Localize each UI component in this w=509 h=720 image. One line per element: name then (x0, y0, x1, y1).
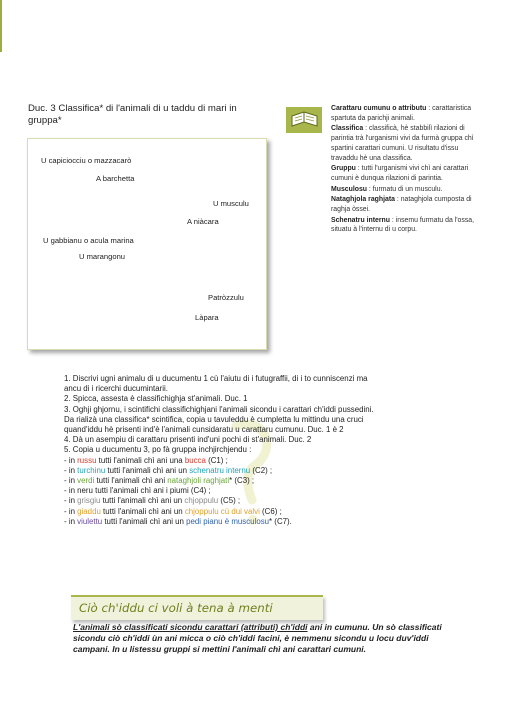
glossary-term: Schenatru internu (331, 216, 390, 224)
animal-label: Patròzzulu (208, 293, 244, 302)
animal-label: Làpara (195, 313, 219, 322)
doc3-classification-box (27, 138, 267, 350)
glossary-definition: nataghjola cumposta di raghja òssei. (331, 196, 472, 214)
glossary-entry: Gruppu : tutti l'urganismi vivi chì ani carattari cumuni è dunqua rilazioni di parintia. (331, 165, 469, 182)
summary-text: ani in cumunu. Un sò classificati sicondu ciò ch'iddi ùn ani micca o ciò ch'iddi facini, è nemmenu sicondu u locu duv'iddi campani. In u listessu gruppi si mettini l'animali chì ani carattari cumuni. (73, 622, 442, 655)
question-line: 3. Oghji ghjornu, i scintifichi classifichighjani l'animali sicondu i carattari ch'iddi pussedini. (64, 404, 374, 414)
color-instruction: - in giaddu tutti l'animali chì ani un chjoppulu cù dui valvi (C6) ; (64, 506, 282, 516)
remember-banner (71, 595, 323, 620)
glossary-definition: classificà, hè stabbilì rilazioni di parintia trà l'urganismi vivi da furmà gruppa chì spartini carattari cumuni. U risultatu d'issu travaddu hè una classifica. (331, 125, 474, 162)
animal-label: A barchetta (96, 174, 135, 183)
question-line: 4. Dà un asempiu di carattaru prisenti ind'uni pochi di st'animali. Duc. 2 (64, 435, 312, 445)
question-line: ancu di i ricerchi ducumintarii. (64, 384, 168, 394)
animal-label: U capiciocciu o mazzacarò (41, 156, 132, 165)
animal-label: U musculu (213, 199, 249, 208)
glossary-term: Nataghjola raghjata (331, 196, 395, 204)
glossary-entry: Nataghjola raghjata : nataghjola cumposta di raghja òssei. (331, 196, 472, 214)
doc3-title: Duc. 3 Classifica* di l'animali di u taddu di mari in gruppa* (28, 103, 237, 126)
glossary-entry: Classifica : classificà, hè stabbilì rilazioni di parintia trà l'urganismi vivi da furmà gruppa chì spartini carattari cumuni. U risultatu d'issu travaddu hè una classifica. (331, 125, 474, 162)
color-instruction: - in verdi tutti l'animali chì ani nataghjoli raghjati* (C3) ; (64, 476, 255, 486)
animal-label: U marangonu (79, 252, 126, 261)
glossary-term: Musculosu (331, 185, 367, 193)
page-edge-bar (0, 0, 2, 52)
color-instruction: - in neru tutti l'animali chì ani i piumi (C4) ; (64, 486, 211, 496)
color-instruction: - in viulettu tutti l'animali chì ani un pedi pianu è musculosu* (C7). (64, 516, 292, 526)
color-instruction: - in grisgiu tutti l'animali chì ani un chjoppulu (C5) ; (64, 496, 241, 506)
question-line: 1. Discrivi ugni animalu di u ducumentu 1 cù l'aiutu di i futugraffii, di i to cunniscenzi ma (64, 374, 368, 383)
glossary-definition: furmatu di un musculu. (372, 185, 443, 193)
summary-underlined: L'animali sò classificati sicondu carattari (attributi) ch'iddi (73, 622, 308, 632)
color-instruction: - in turchinu tutti l'animali chì ani un schenatru internu (C2) ; (64, 465, 273, 475)
glossary-entry: Carattaru cumunu o attributu : carattaristica spartuta da parichji animali. (331, 105, 472, 122)
question-line: 2. Spicca, assesta è classifichighja st'animali. Duc. 1 (64, 394, 248, 404)
book-icon (286, 107, 322, 133)
glossary (331, 104, 479, 236)
question-line: Da rializà una classifica* scintifica, copia u tavuleddu è cumpletta lu mittindu una cruci (64, 414, 364, 424)
question-line: 5. Copia u ducumentu 3, po fà gruppa inchjirchjendu : (64, 445, 252, 455)
glossary-definition: tutti l'urganismi vivi chì ani carattari cumuni è dunqua rilazioni di parintia. (331, 165, 469, 182)
summary-paragraph (73, 622, 445, 656)
glossary-definition: insemu furmatu da l'ossa, situatu à l'internu di u corpu. (331, 216, 475, 234)
glossary-definition: carattaristica spartuta da parichji animali. (331, 105, 472, 122)
question-line: quand'iddu hè prisenti ind'è l'animali cunsidaratu u carattaru cumunu. Duc. 1 è 2 (64, 425, 344, 435)
animal-label: U gabbianu o acula marina (43, 236, 134, 245)
glossary-entry: Musculosu : furmatu di un musculu. (331, 185, 443, 193)
questions (64, 374, 420, 527)
animal-label: A niàcara (187, 217, 219, 226)
glossary-term: Carattaru cumunu o attributu (331, 105, 427, 112)
glossary-term: Gruppu (331, 165, 356, 173)
glossary-term: Classifica (331, 125, 364, 133)
banner-title: Ciò ch'iddu ci voli à tena à menti (79, 601, 273, 615)
color-instruction: - in russu tutti l'animali chì ani una bucca (C1) ; (64, 455, 228, 465)
glossary-entry: Schenatru internu : insemu furmatu da l'ossa, situatu à l'internu di u corpu. (331, 216, 475, 234)
